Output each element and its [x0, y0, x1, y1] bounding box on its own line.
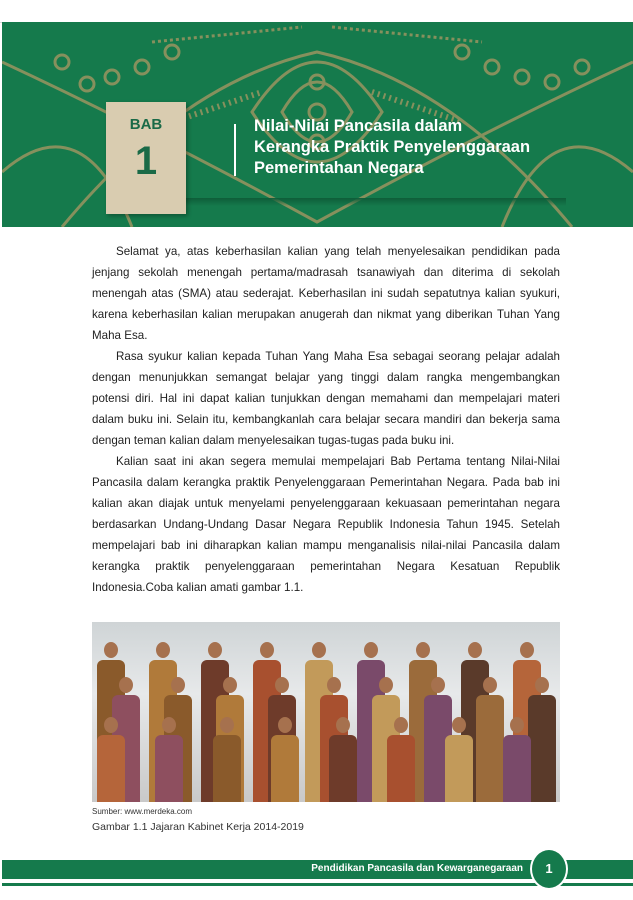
person-figure — [213, 735, 241, 802]
chapter-number: 1 — [134, 139, 158, 183]
person-head — [223, 677, 237, 693]
footer-book-title: Pendidikan Pancasila dan Kewarganegaraan — [311, 863, 523, 874]
person-figure — [97, 735, 125, 802]
person-head — [327, 677, 341, 693]
person-figure — [445, 735, 473, 802]
person-head — [394, 717, 408, 733]
chapter-label: BAB — [129, 116, 163, 133]
paragraph: Selamat ya, atas keberhasilan kalian yang telah menyelesaikan pendidikan pada jenjang sekolah menengah pertama/madrasah tsanawiyah dan diterima di sekolah menengah atas (SMA) atau sederajat. Keberhasilan ini sudah sepatutnya kalian syukuri, karena keberhasilan kalian merupakan anugerah dan nikmat yang diberikan Tuhan Yang Maha Esa. — [92, 245, 560, 342]
figure-source: Sumber: www.merdeka.com — [92, 807, 193, 816]
person-figure — [271, 735, 299, 802]
person-head — [260, 642, 274, 658]
person-head — [520, 642, 534, 658]
person-head — [220, 717, 234, 733]
person-head — [104, 642, 118, 658]
banner-shadow — [186, 198, 566, 206]
page-number: 1 — [530, 848, 568, 890]
person-head — [510, 717, 524, 733]
title-divider — [234, 124, 236, 176]
person-figure — [329, 735, 357, 802]
figure-caption: Gambar 1.1 Jajaran Kabinet Kerja 2014-2019 — [92, 821, 304, 833]
cabinet-photo — [92, 622, 560, 802]
person-head — [416, 642, 430, 658]
person-head — [156, 642, 170, 658]
person-head — [364, 642, 378, 658]
person-head — [535, 677, 549, 693]
person-figure — [155, 735, 183, 802]
person-head — [431, 677, 445, 693]
title-line: Kerangka Praktik Penyelenggaraan — [254, 138, 531, 156]
person-head — [275, 677, 289, 693]
person-head — [278, 717, 292, 733]
person-head — [336, 717, 350, 733]
title-line: Pemerintahan Negara — [254, 159, 424, 177]
title-line: Nilai-Nilai Pancasila dalam — [254, 117, 463, 135]
person-figure — [476, 695, 504, 802]
person-head — [452, 717, 466, 733]
person-head — [119, 677, 133, 693]
person-head — [312, 642, 326, 658]
person-head — [483, 677, 497, 693]
chapter-title — [254, 116, 530, 179]
person-head — [171, 677, 185, 693]
person-head — [379, 677, 393, 693]
person-head — [104, 717, 118, 733]
person-figure — [503, 735, 531, 802]
chapter-badge — [106, 102, 186, 214]
person-figure — [528, 695, 556, 802]
person-head — [208, 642, 222, 658]
person-head — [468, 642, 482, 658]
paragraph: Kalian saat ini akan segera memulai mempelajari Bab Pertama tentang Nilai-Nilai Pancasila dalam kerangka praktik Penyelenggaraan Pemerintahan Negara. Pada bab ini kalian akan diajak untuk menyelami penyelenggaraan kekuasaan pemerintahan negara berdasarkan Undang-Undang Dasar Negara Republik Indonesia Tahun 1945. Setelah mempelajari bab ini diharapkan kalian mampu menganalisis nilai-nilai Pancasila dalam kerangka praktik penyelenggaraan pemerintahan Negara Kesatuan Republik Indonesia.Coba kalian amati gambar 1.1. — [92, 455, 560, 594]
person-figure — [387, 735, 415, 802]
body-text — [92, 241, 560, 598]
paragraph: Rasa syukur kalian kepada Tuhan Yang Maha Esa sebagai seorang pelajar adalah dengan menunjukkan semangat belajar yang tinggi dalam rangka mengembangkan potensi diri. Hal ini dapat kalian tunjukkan dengan memahami dan mempelajari materi dalam buku ini. Selain itu, kembangkanlah cara belajar secara mandiri dan bekerja sama dengan teman kalian dalam menyelesaikan tugas-tugas pada buku ini. — [92, 350, 560, 447]
person-head — [162, 717, 176, 733]
page-top-margin — [0, 0, 633, 23]
